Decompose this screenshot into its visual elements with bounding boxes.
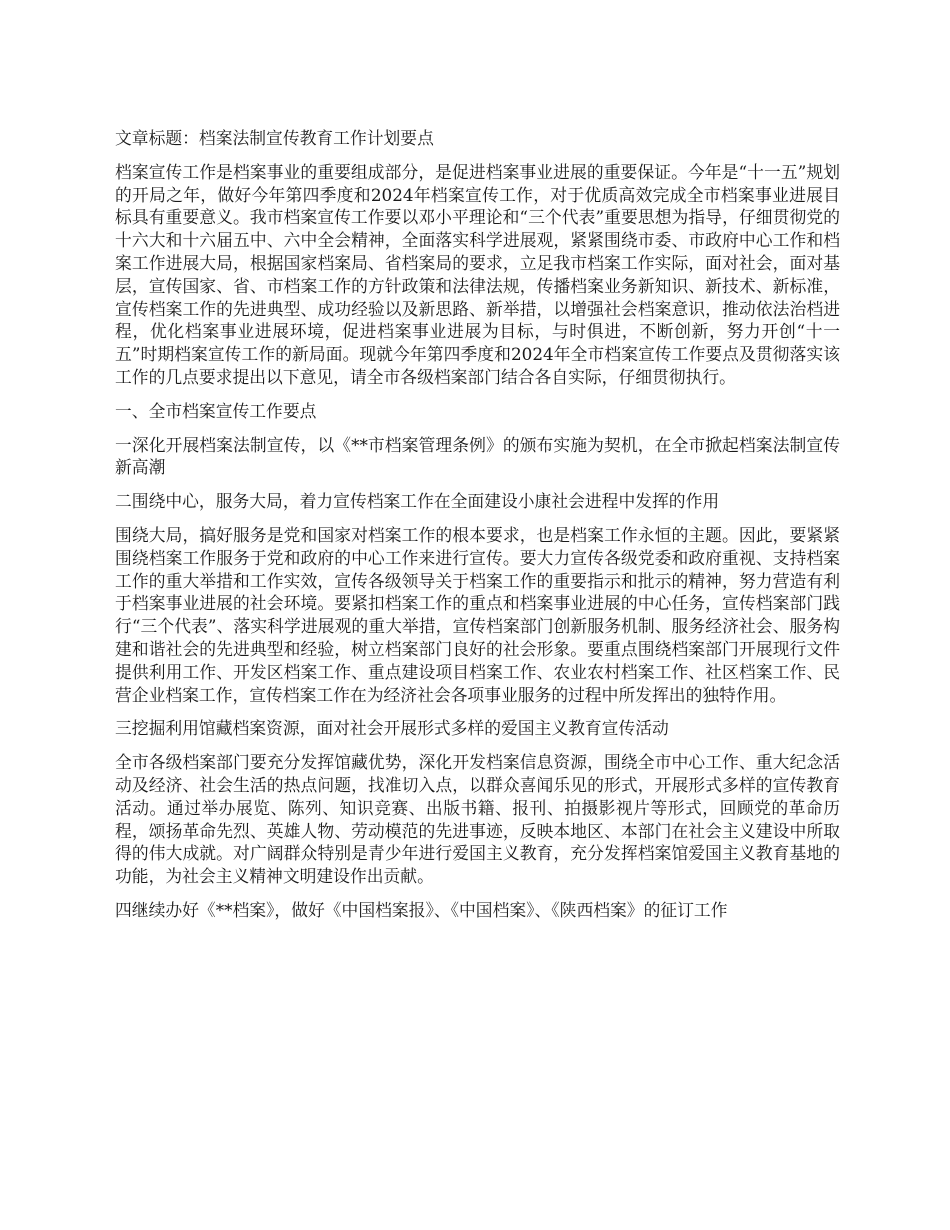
article-title: 文章标题：档案法制宣传教育工作计划要点 [115, 128, 434, 148]
body-paragraph-2: 围绕大局，搞好服务是党和国家对档案工作的根本要求，也是档案工作永恒的主题。因此，要紧紧围绕档案工作服务于党和政府的中心工作来进行宣传。要大力宣传各级党委和政府重视、支持档案工作的重大举措和工作实效，宣传各级领导关于档案工作的重要指示和批示的精神，努力营造有利于档案事业进展的社会环境。要紧扣档案工作的重点和档案事业进展的中心任务，宣传档案部门践行“三个代表”、落实科学进展观的重大举措，宣传档案部门创新服务机制、服务经济社会、服务构建和谐社会的先进典型和经验，树立档案部门良好的社会形象。要重点围绕档案部门开展现行文件提供利用工作、开发区档案工作、重点建设项目档案工作、农业农村档案工作、社区档案工作、民营企业档案工作，宣传档案工作在为经济社会各项事业服务的过程中所发挥出的独特作用。 [115, 524, 840, 705]
subsection-heading-4: 四继续办好《**档案》，做好《中国档案报》、《中国档案》、《陕西档案》的征订工作 [115, 899, 728, 920]
body-paragraph-3: 全市各级档案部门要充分发挥馆藏优势，深化开发档案信息资源，围绕全市中心工作、重大纪念活动及经济、社会生活的热点问题，找准切入点，以群众喜闻乐见的形式，开展形式多样的宣传教育活动。通过举办展览、陈列、知识竞赛、出版书籍、报刊、拍摄影视片等形式，回顾党的革命历程，颂扬革命先烈、英雄人物、劳动模范的先进事迹，反映本地区、本部门在社会主义建设中所取得的伟大成就。对广阔群众特别是青少年进行爱国主义教育，充分发挥档案馆爱国主义教育基地的功能，为社会主义精神文明建设作出贡献。 [115, 752, 840, 887]
subsection-heading-2: 二围绕中心，服务大局，着力宣传档案工作在全面建设小康社会进程中发挥的作用 [115, 491, 720, 512]
subsection-heading-3: 三挖掘利用馆藏档案资源，面对社会开展形式多样的爱国主义教育宣传活动 [115, 718, 669, 739]
subsection-heading-1: 一深化开展档案法制宣传，以《**市档案管理条例》的颁布实施为契机，在全市掀起档案法制宣传新高潮 [115, 434, 840, 478]
section-heading-1: 一、全市档案宣传工作要点 [115, 400, 317, 421]
intro-paragraph: 档案宣传工作是档案事业的重要组成部分，是促进档案事业进展的重要保证。今年是“十一五”规划的开局之年，做好今年第四季度和2024年档案宣传工作，对于优质高效完成全市档案事业进展目标具有重要意义。我市档案宣传工作要以邓小平理论和“三个代表”重要思想为指导，仔细贯彻党的十六大和十六届五中、六中全会精神，全面落实科学进展观，紧紧围绕市委、市政府中心工作和档案工作进展大局，根据国家档案局、省档案局的要求，立足我市档案工作实际，面对社会，面对基层，宣传国家、省、市档案工作的方针政策和法律法规，传播档案业务新知识、新技术、新标准，宣传档案工作的先进典型、成功经验以及新思路、新举措，以增强社会档案意识，推动依法治档进程，优化档案事业进展环境，促进档案事业进展为目标，与时俱进，不断创新，努力开创“十一五”时期档案宣传工作的新局面。现就今年第四季度和2024年全市档案宣传工作要点及贯彻落实该工作的几点要求提出以下意见，请全市各级档案部门结合各自实际，仔细贯彻执行。 [115, 161, 840, 387]
document-body [115, 127, 840, 933]
